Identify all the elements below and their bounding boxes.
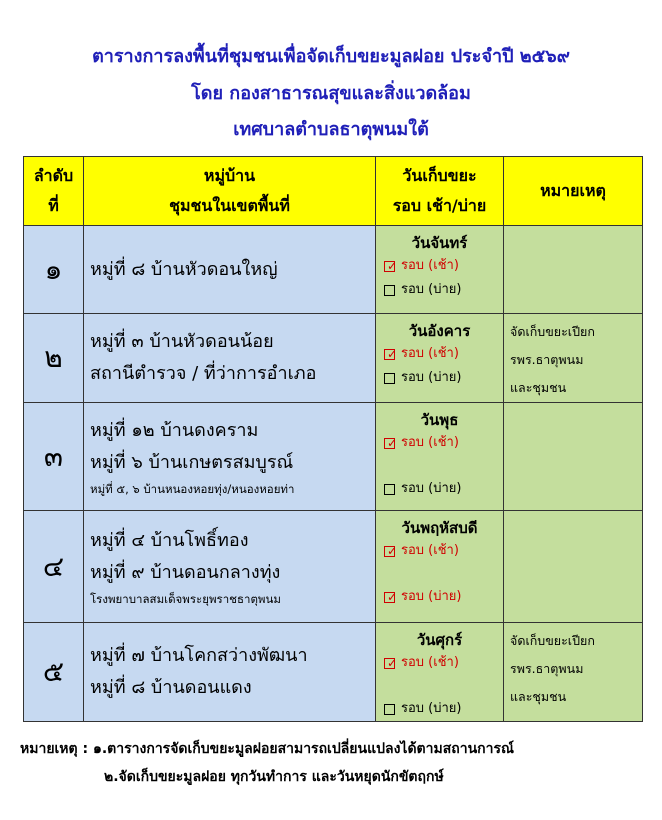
note-line: และชุมชน	[510, 689, 567, 704]
checked-box-icon: ✓	[384, 546, 395, 557]
checked-box-icon: ✓	[384, 438, 395, 449]
village-extra: หมู่ที่ ๕, ๖ บ้านหนองหอยทุ่ง/หนองหอยท่า	[90, 481, 295, 496]
checked-box-icon: ✓	[384, 658, 395, 669]
morning-round-option: ✓ รอบ (เช้า)	[384, 651, 503, 675]
village-cell	[84, 623, 376, 722]
header-village: หมู่บ้าน ชุมชนในเขตพื้นที่	[84, 157, 376, 226]
checked-box-icon: ✓	[384, 592, 395, 603]
collection-day-cell	[376, 226, 504, 314]
table-row	[24, 403, 643, 511]
village-extra: โรงพยาบาลสมเด็จพระยุพราชธาตุพนม	[90, 591, 281, 606]
checked-box-icon: ✓	[384, 261, 395, 272]
table-row	[24, 314, 643, 403]
village-name: หมู่ที่ ๙ บ้านดอนกลางทุ่ง	[90, 561, 281, 583]
remarks-line-2: ๒.จัดเก็บขยะมูลฝอย ทุกวันทำการ และวันหยุดนักขัตฤกษ์	[104, 769, 444, 785]
afternoon-round-option: รอบ (บ่าย)	[384, 366, 503, 390]
document-subtitle-department: โดย กองสาธารณสุขและสิ่งแวดล้อม	[191, 83, 471, 104]
morning-round-option: ✓ รอบ (เช้า)	[384, 539, 503, 563]
note-line: และชุมชน	[510, 380, 567, 395]
empty-box-icon	[384, 285, 395, 296]
note-cell	[504, 623, 643, 722]
note-line: จัดเก็บขยะเปียก	[510, 324, 595, 339]
afternoon-round-option: รอบ (บ่าย)	[384, 278, 503, 302]
row-number: ๓	[24, 403, 84, 511]
village-name: หมู่ที่ ๑๒ บ้านดงคราม	[90, 419, 259, 441]
village-cell	[84, 314, 376, 403]
collection-day-name: วันอังคาร	[408, 322, 471, 340]
empty-box-icon	[384, 484, 395, 495]
table-row	[24, 511, 643, 623]
village-name: หมู่ที่ ๔ บ้านโพธิ์ทอง	[90, 529, 249, 551]
afternoon-round-option: รอบ (บ่าย)	[384, 477, 503, 501]
collection-day-name: วันพฤหัสบดี	[401, 519, 478, 537]
collection-day-cell	[376, 403, 504, 511]
village-name: หมู่ที่ ๖ บ้านเกษตรสมบูรณ์	[90, 451, 294, 473]
note-line: รพร.ธาตุพนม	[510, 352, 584, 367]
empty-box-icon	[384, 704, 395, 715]
row-number: ๒	[24, 314, 84, 403]
village-name: สถานีตำรวจ / ที่ว่าการอำเภอ	[90, 363, 317, 384]
village-cell	[84, 511, 376, 623]
row-number: ๔	[24, 511, 84, 623]
collection-day-name: วันจันทร์	[411, 234, 468, 252]
collection-day-name: วันพุธ	[420, 411, 459, 429]
morning-round-option: ✓ รอบ (เช้า)	[384, 431, 503, 455]
note-cell	[504, 403, 643, 511]
village-cell	[84, 226, 376, 314]
header-note: หมายเหตุ	[504, 157, 643, 226]
empty-box-icon	[384, 373, 395, 384]
row-number: ๕	[24, 623, 84, 722]
remarks-line-1: หมายเหตุ : ๑.ตารางการจัดเก็บขยะมูลฝอยสามารถเปลี่ยนแปลงได้ตามสถานการณ์	[20, 741, 515, 757]
note-cell	[504, 314, 643, 403]
village-cell	[84, 403, 376, 511]
header-order: ลำดับ ที่	[24, 157, 84, 226]
collection-day-cell	[376, 511, 504, 623]
afternoon-round-option: ✓ รอบ (บ่าย)	[384, 585, 503, 609]
note-line: จัดเก็บขยะเปียก	[510, 633, 595, 648]
row-number: ๑	[24, 226, 84, 314]
note-line: รพร.ธาตุพนม	[510, 661, 584, 676]
table-header-row	[24, 157, 643, 226]
table-row	[24, 623, 643, 722]
document-subtitle-municipality: เทศบาลตำบลธาตุพนมใต้	[233, 119, 429, 140]
note-cell	[504, 511, 643, 623]
village-name: หมู่ที่ ๘ บ้านหัวดอนใหญ่	[90, 258, 278, 280]
collection-day-cell	[376, 623, 504, 722]
morning-round-option: ✓ รอบ (เช้า)	[384, 342, 503, 366]
afternoon-round-option: รอบ (บ่าย)	[384, 697, 503, 721]
morning-round-option: ✓ รอบ (เช้า)	[384, 254, 503, 278]
collection-schedule-table	[23, 156, 643, 722]
village-name: หมู่ที่ ๓ บ้านหัวดอนน้อย	[90, 331, 274, 352]
note-cell	[504, 226, 643, 314]
checked-box-icon: ✓	[384, 349, 395, 360]
village-name: หมู่ที่ ๗ บ้านโคกสว่างพัฒนา	[90, 645, 308, 666]
collection-day-name: วันศุกร์	[416, 631, 463, 649]
collection-day-cell	[376, 314, 504, 403]
table-row	[24, 226, 643, 314]
village-name: หมู่ที่ ๘ บ้านดอนแดง	[90, 677, 252, 698]
header-collection-day: วันเก็บขยะ รอบ เช้า/บ่าย	[376, 157, 504, 226]
document-title: ตารางการลงพื้นที่ชุมชนเพื่อจัดเก็บขยะมูลฝอย ประจำปี ๒๕๖๙	[92, 46, 570, 67]
